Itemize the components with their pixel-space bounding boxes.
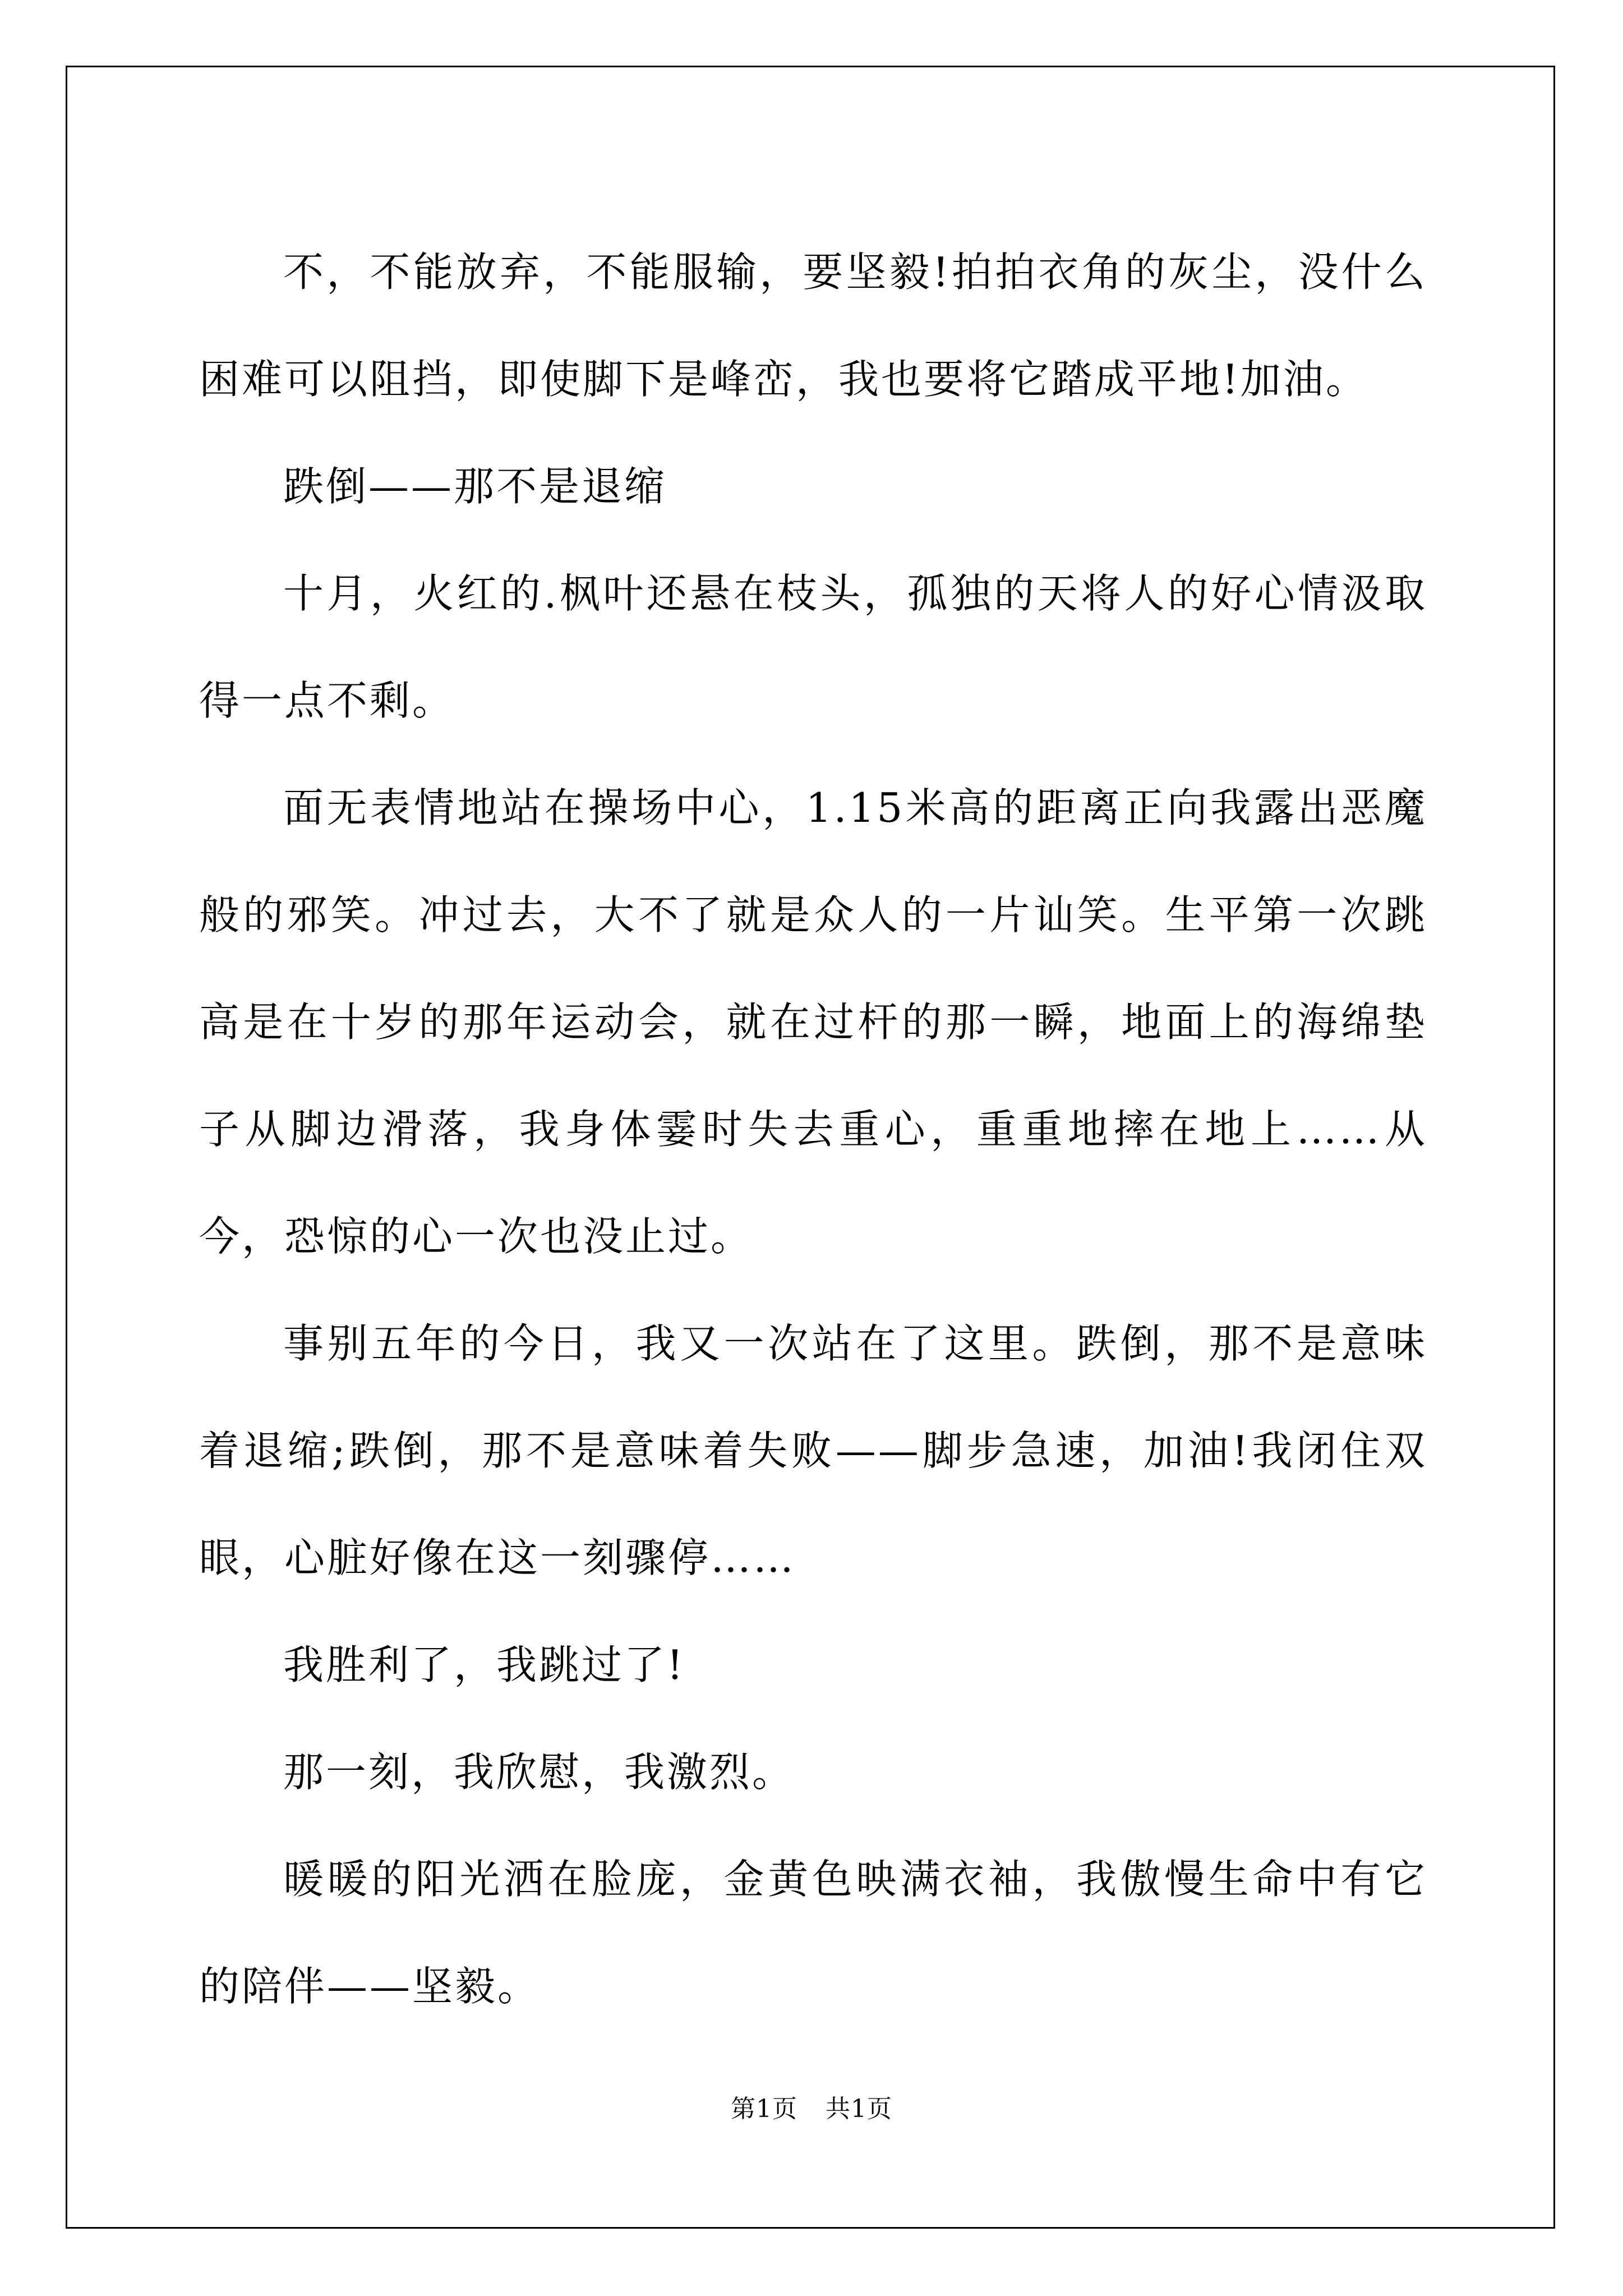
page-number-total: 共1页 [826, 2095, 892, 2123]
document-body [199, 219, 1427, 2040]
paragraph-1: 不，不能放弃，不能服输，要坚毅!拍拍衣角的灰尘，没什么困难可以阻挡，即使脚下是峰峦，我也要将它踏成平地!加油。 [199, 249, 1427, 403]
page-footer [0, 2092, 1623, 2126]
paragraph-8: 暖暖的阳光洒在脸庞，金黄色映满衣袖，我傲慢生命中有它的陪伴——坚毅。 [199, 1856, 1427, 2010]
paragraph-5: 事别五年的今日，我又一次站在了这里。跌倒，那不是意味着退缩;跌倒，那不是意味着失败——脚步急速，加油!我闭住双眼，心脏好像在这一刻骤停…… [199, 1320, 1427, 1581]
paragraph-3: 十月，火红的.枫叶还悬在枝头，孤独的天将人的好心情汲取得一点不剩。 [199, 570, 1427, 724]
paragraph-7: 那一刻，我欣慰，我激烈。 [283, 1749, 795, 1796]
paragraph-2-subheading: 跌倒——那不是退缩 [283, 463, 667, 510]
paragraph-4: 面无表情地站在操场中心，1.15米高的距离正向我露出恶魔般的邪笑。冲过去，大不了就是众人的一片讪笑。生平第一次跳高是在十岁的那年运动会，就在过杆的那一瞬，地面上的海绵垫子从脚边滑落，我身体霎时失去重心，重重地摔在地上……从今，恐惊的心一次也没止过。 [199, 784, 1427, 1260]
page-number-current: 第1页 [731, 2095, 797, 2123]
paragraph-6: 我胜利了，我跳过了! [283, 1641, 685, 1688]
